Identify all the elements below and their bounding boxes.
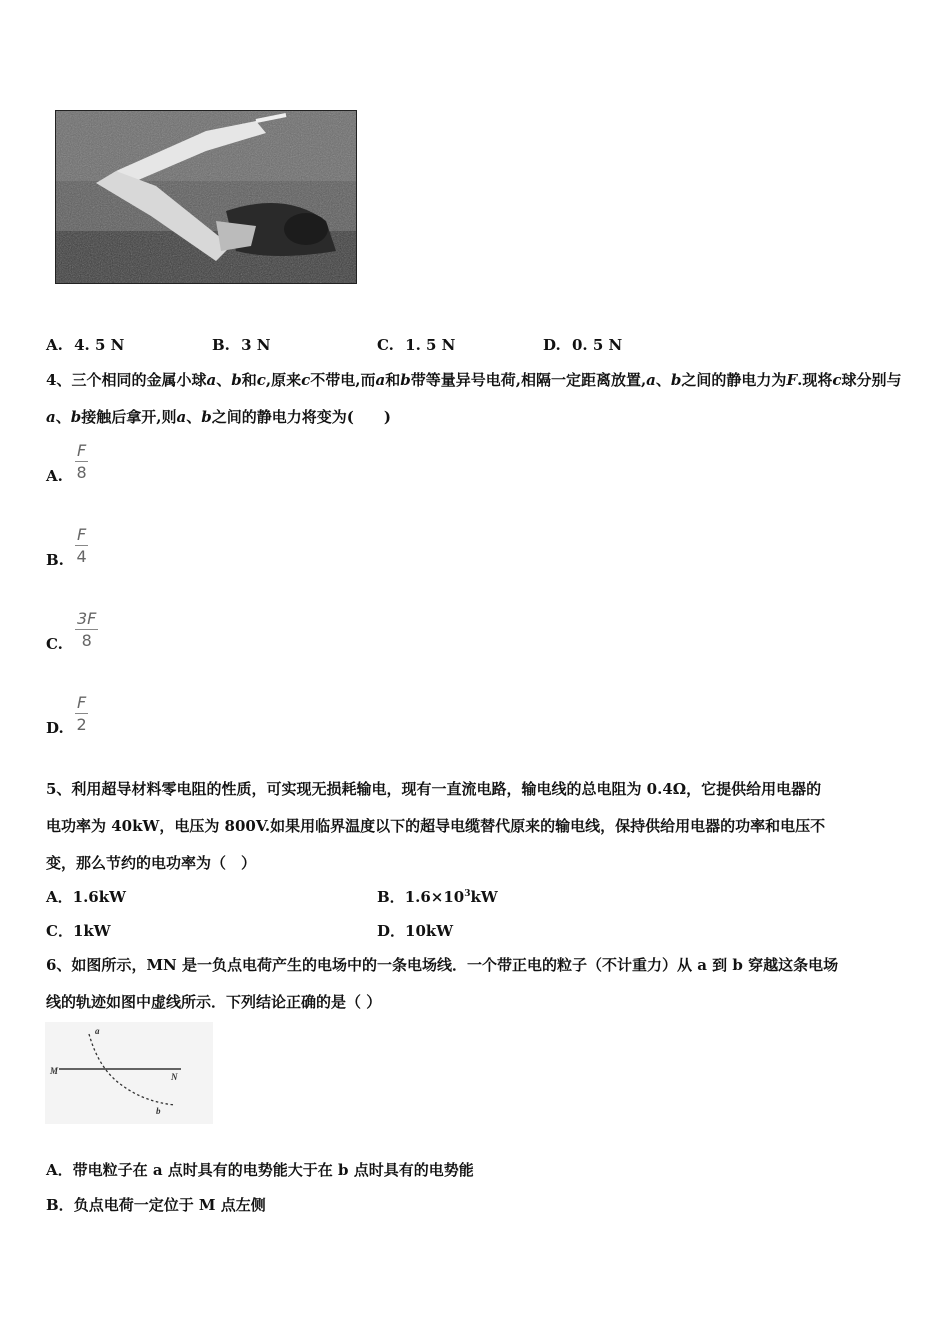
field-line-figure bbox=[45, 1022, 213, 1124]
q5-option-a[interactable]: A．1.6kW bbox=[46, 888, 126, 906]
q4-option-b[interactable]: B. bbox=[46, 551, 64, 569]
option-text: 0. 5 N bbox=[571, 336, 623, 354]
point-b-label: b bbox=[156, 1106, 161, 1116]
q6-option-b[interactable]: B．负点电荷一定位于 M 点左侧 bbox=[46, 1196, 266, 1214]
exercise-photo bbox=[55, 110, 357, 284]
option-letter: A. bbox=[46, 336, 63, 354]
q4-option-d-fraction: $\frac{F}{2}$ bbox=[76, 693, 87, 734]
exercise-photo-drawing bbox=[56, 111, 356, 283]
q5-option-b[interactable]: B．$1.6\times 10^3kW$ bbox=[377, 888, 498, 906]
option-letter: B. bbox=[212, 336, 230, 354]
q3-option-d[interactable] bbox=[543, 336, 622, 354]
point-a-label: a bbox=[95, 1026, 100, 1036]
q3-option-c[interactable] bbox=[377, 336, 455, 354]
option-text: 1. 5 N bbox=[405, 336, 456, 354]
q5-option-d[interactable]: D．10kW bbox=[377, 922, 454, 940]
q4-question: 4、三个相同的金属小球a、b和c,原来c不带电,而a和b带等量异号电荷,相隔一定距离放置,a、b之间的静电力为F.现将c球分别与a、b接触后拿开,则a、b之间的静电力将变为( ) bbox=[46, 371, 902, 426]
q5-option-c[interactable]: C．1kW bbox=[46, 922, 111, 940]
q4-option-b-fraction: $\frac{F}{4}$ bbox=[76, 525, 87, 566]
q6-option-a[interactable]: A．带电粒子在 a 点时具有的电势能大于在 b 点时具有的电势能 bbox=[46, 1161, 474, 1179]
point-m-label: M bbox=[50, 1066, 59, 1076]
q5-line-3: 变，那么节约的电功率为（ ） bbox=[46, 854, 257, 872]
q4-option-c[interactable]: C. bbox=[46, 635, 63, 653]
option-text: 4. 5 N bbox=[74, 336, 125, 354]
q6-line-2: 线的轨迹如图中虚线所示．下列结论正确的是（ ） bbox=[46, 993, 382, 1011]
q5-line-2: 电功率为 40kW，电压为 800V.如果用临界温度以下的超导电缆替代原来的输电线，保持供给用电器的功率和电压不 bbox=[46, 817, 826, 835]
q4-option-c-fraction: $\frac{3F}{8}$ bbox=[77, 609, 97, 650]
option-letter: C. bbox=[377, 336, 394, 354]
q5-line-1: 5、利用超导材料零电阻的性质，可实现无损耗输电，现有一直流电路，输电线的总电阻为 0.4Ω，它提供给用电器的 bbox=[46, 780, 822, 798]
q4-option-d[interactable]: D. bbox=[46, 719, 64, 737]
option-letter: D. bbox=[543, 336, 561, 354]
q4-option-a[interactable]: A. bbox=[46, 467, 63, 485]
q4-option-a-fraction: $\frac{F}{8}$ bbox=[76, 441, 87, 482]
q6-line-1: 6、如图所示，MN 是一负点电荷产生的电场中的一条电场线．一个带正电的粒子（不计重力）从 a 到 b 穿越这条电场 bbox=[46, 956, 839, 974]
q3-option-a[interactable] bbox=[46, 336, 124, 354]
point-n-label: N bbox=[171, 1072, 178, 1082]
q3-option-b[interactable] bbox=[212, 336, 271, 354]
option-text: 3 N bbox=[241, 336, 271, 354]
field-line-drawing bbox=[45, 1022, 213, 1124]
